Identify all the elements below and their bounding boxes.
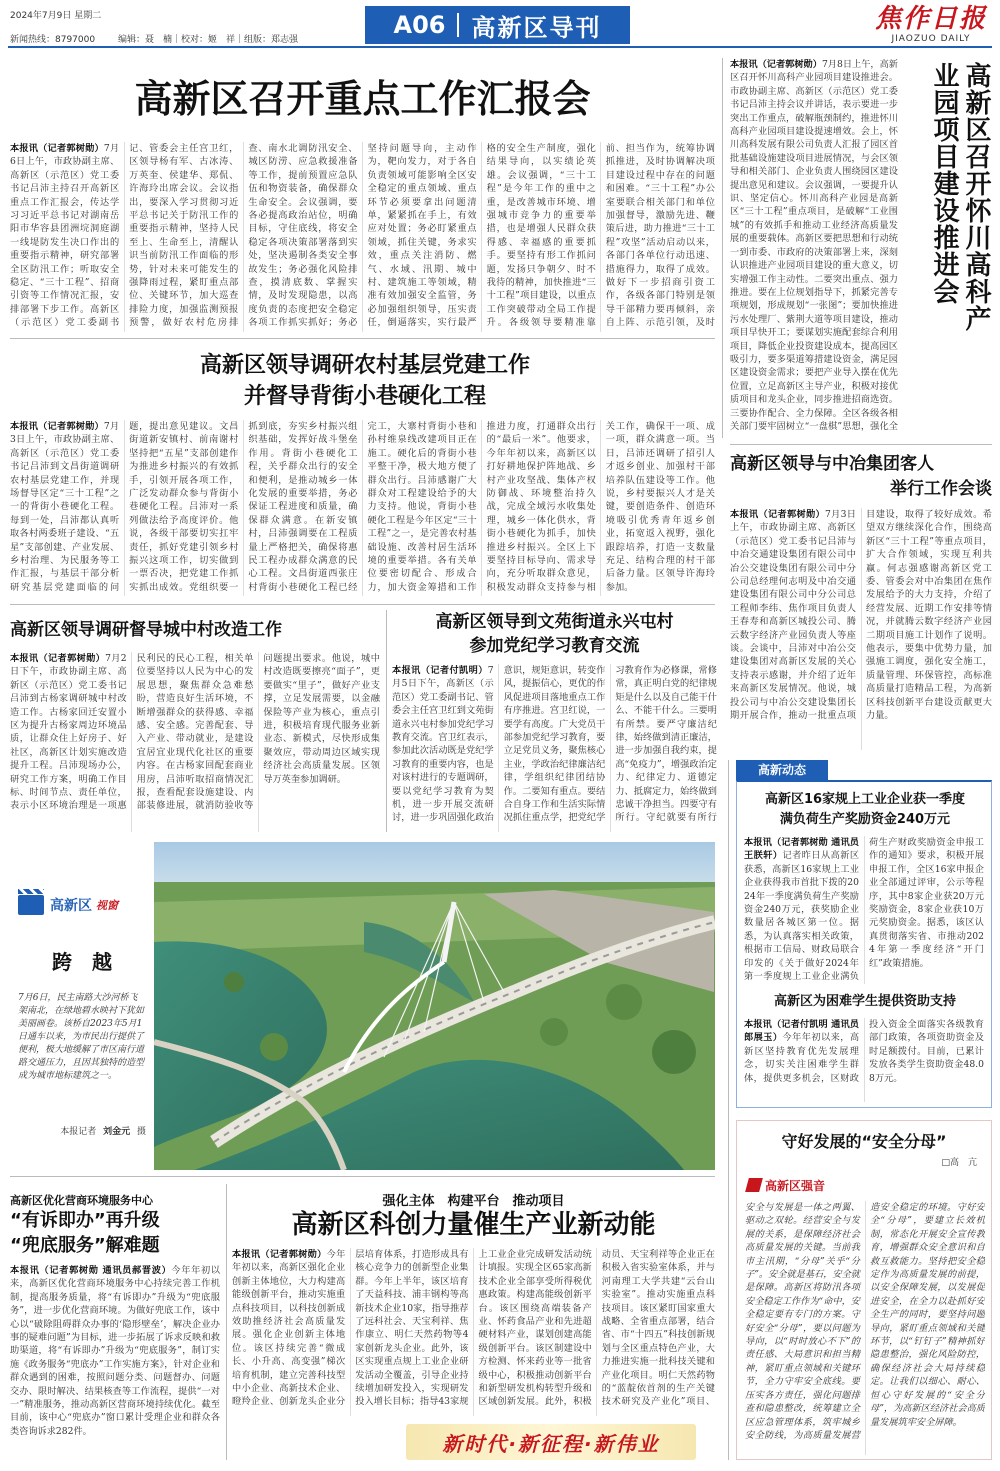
divider-h-3 bbox=[10, 604, 715, 605]
article-8-kicker: 强化主体 构建平台 推动项目 bbox=[382, 1194, 565, 1209]
commentary-box bbox=[736, 1120, 992, 1460]
masthead bbox=[0, 0, 1000, 52]
article-3-title: 高新区领导调研农村基层党建工作 并督导背街小巷硬化工程 bbox=[199, 353, 530, 409]
article-4-body: 本报讯（记者郭树勋）7月3日上午，市政协副主席、高新区（示范区）党工委书记吕沛与中冶交通建设集团有限公司中冶公交建设集团有限公司中分公司总经理何志明及中冶交通建设集团有限公司中分公司总工程师李纬、焦作项目负责人王春寿和高新区城投公司、腾云数字经济产业园负责人等座谈。会谈中，吕沛对中冶公交建设集团对高新区发展的关心支持表示感谢，并介绍了近年来高新区发展情况。他说，城投公司与中冶公交建设集团长期开展合作，推动一批重点项目建设，取得了较好成效。希望双方继续深化合作，围绕高新区“三十工程”等重点项目，扩大合作领域，实现互利共赢。何志强感谢高新区党工委、管委会对中冶集团在焦作发展给予的大力支持，介绍了经营发展、近期工作安排等情况，并就腾云数字经济产业园二期项目施工计划作了说明。他表示，要集中优势力量，加强施工调度，强化安全施工，质量管理、环保管控，高标准高质量打造精品工程，为高新区科技创新平台建设贡献更大力量。 bbox=[730, 509, 992, 722]
divider-h-2 bbox=[730, 444, 992, 445]
clapper-icon bbox=[18, 895, 44, 915]
article-4-title: 高新区领导与中冶集团客人 举行工作会谈 bbox=[730, 454, 992, 499]
news-flash-item-2-body: 本报讯（记者付凯明 通讯员郎展玉）今年年初以来，高新区坚持教育优先发展理念，切实关注困难学生群体，提供更多机会，区财政投入资金全面落实各级教育部门政策，各项资助资金及时足额拨付。目前，已累计发放各类学生资助资金48.08万元。 bbox=[744, 1019, 984, 1084]
photo-caption-panel bbox=[10, 842, 154, 1170]
slogan-banner: 新时代·新征程·新伟业 bbox=[406, 1424, 696, 1460]
commentary-title: 守好发展的“安全分母” bbox=[781, 1132, 947, 1151]
article-3-body: 本报讯（记者郭树勋）7月3日上午，市政协副主席、高新区（示范区）党工委书记吕沛到文昌街道调研农村基层党建工作，并现场督导区定“三十工程”之一的背街小巷硬化工程。每到一处，吕沛都认真听取各村两委班子建设、“五星”支部创建、产业发展、乡村治理、为民服务等工作汇报，与基层干部分析研究基层党建面临的问题，提出意见建议。文昌街道新安镇村、前南谢村坚持把“五星”支部创建作为推进乡村振兴的有效抓手，引领开展各项工作，广泛发动群众参与背街小巷硬化工程。吕沛对一系列做法给予高度评价。他说，各级干部要切实扛牢责任，抓好党建引领乡村振兴这项工作，切实做到一票否决，把党建工作抓实抓出成效。党组织要一抓到底，夯实乡村振兴组织基础，发挥好战斗堡垒作用。背街小巷硬化工程，关乎群众出行的安全和便利，是推动城乡一体化发展的重要举措，务必保证工程进度和质量，确保群众满意。在新安镇村，吕沛强调要在工程质量上严格把关，确保将惠民工程办成群众满意的民心工程。文昌街道西张庄村背街小巷硬化工程已经完工，大寨村背街小巷和孙村维泉线改建项目正在施工。硬化后的背街小巷平整干净，极大地方便了群众出行。吕沛感谢广大群众对工程建设给予的大力支持。他说，背街小巷硬化工程是今年区定“三十工程”之一，是完善农村基础设施、改善村居生活环境的重要举措。各有关单位要密切配合、形成合力，加大资金筹措和工作推进力度，打通群众出行的“最后一米”。他要求，今年年初以来，高新区以打好耕地保护阵地战、乡村产业攻坚战、集体产权防御战、环境整治持久战，完成全域污水收集处理，城乡一体化供水，背街小巷硬化为抓手，加快推进乡村振兴。全区上下要坚持目标导向、需求导向，充分听取群众意见，积极发动群众支持参与相关工作，确保干一项、成一项，群众满意一项。当日，吕沛还调研了招引人才返乡创业、加强村干部培养队伍建设等工作。他说，乡村要振兴人才是关键，要创造条件、创造环境吸引优秀青年返乡创业，拓宽返入视野，强化跟踪培养，打造一支数量充足、结构合理的村干部后备力量。区领导许海玲参加。 bbox=[10, 421, 715, 593]
article-6-title: 高新区领导到文苑街道永兴屯村 参加党纪学习教育交流 bbox=[435, 612, 674, 656]
photo-credit: 本报记者 刘金元 摄 bbox=[60, 1127, 146, 1137]
photo-feature bbox=[10, 842, 715, 1170]
issue-date: 2024年7月9日 星期二 bbox=[10, 11, 102, 21]
masthead-rule bbox=[8, 46, 992, 48]
article-2-body-lower bbox=[730, 286, 992, 434]
page-number: A06 bbox=[393, 11, 446, 39]
photo-title: 跨 越 bbox=[52, 950, 112, 974]
editors: 编辑：聂 楠｜校对：姬 祥｜组版：郑志强 bbox=[118, 35, 299, 45]
divider-v-2 bbox=[386, 610, 387, 832]
photo-badge: 高新区 视窗 bbox=[18, 892, 138, 918]
news-flash-item-1-title: 高新区16家规上工业企业获一季度 满负荷生产奖励资金240万元 bbox=[764, 792, 966, 827]
article-1-title: 高新区召开重点工作汇报会 bbox=[134, 77, 591, 121]
commentary-badge: 高新区强音 bbox=[747, 1175, 847, 1195]
section-title: 高新区导刊 bbox=[471, 13, 602, 42]
divider bbox=[457, 13, 459, 37]
news-flash-item-2-title: 高新区为困难学生提供资助支持 bbox=[773, 994, 956, 1009]
article-5-title: 高新区领导调研督导城中村改造工作 bbox=[10, 620, 282, 640]
divider-h-1 bbox=[10, 338, 715, 339]
article-8-title: 高新区科创力量催生产业新动能 bbox=[291, 1210, 656, 1240]
article-7-body: 本报讯（记者郭树勋 通讯员郝晋波）今年年初以来，高新区优化营商环境服务中心持续完善工作机制，提高服务质量，将“有诉即办”升级为“兜底服务”，进一步优化营商环境。为做好兜底工作，该中心以“破除阻碍群众办事的‘隐形壁垒’，解决企业办事的疑难问题”为目标，进一步拓展了诉求反映和救助渠道，将“有诉即办”升级为“兜底服务”，制订实施《政务服务“兜底办”工作实施方案》，针对企业和群众遇到的困难，按照问题分类、问题督办、问题交办、限时解决、结果核查等工作流程，提供“一对一”精准服务，推动高新区营商环境持续优化。截至目前，该中心“兜底办”窗口累计受理企业和群众各类咨询诉求282件。 bbox=[10, 1265, 220, 1437]
hotline: 新闻热线：8797000 bbox=[10, 35, 96, 45]
article-8-body: 本报讯（记者郭树勋）今年年初以来，高新区强化企业创新主体地位，大力构建高能级创新平台，推动实施重点科技项目，以科技创新成效助推经济社会高质量发展。强化企业创新主体地位。该区持续完善“微成长、小升高、高变强”梯次培育机制，建立完善科技型中小企业、高新技术企业、瞪羚企业、创新龙头企业分层培育体系，打造形成具有核心竞争力的创新型企业集群。今年上半年，该区培育了天益科技、浦丰钢构等高新技术企业10家，指导推荐了远科社会、天宝利祥、焦作康立、明仁天然药物等4家创新龙头企业。此外，该区实现重点规上工业企业研发活动全覆盖，引导企业持续增加研发投入，实现研发投入增长目标；指导43家规上工业企业完成研发活动统计填报。实现全区65家高新技术企业全部享受所得税优惠政策。构建高能级创新平台。该区围绕高端装备产业、怀药食品产业和先进超硬材料产业，谋划创建高能级创新平台。该区制建设中方检测、怀来药业等一批省级中心，积极推动创新平台和新型研发机构转型升级和区域创新发展。此外，积极动员、天宝利祥等企业正在积极入省实验室体系，并与河南理工大学共建“云台山实验室”。推动实施重点科技项目。该区紧盯国家重大战略、全省重点部署，结合省、市“十四五”科技创新规划与全区重点特色产业，大力推进实施一批科技关键和产业化项目。明仁天然药物的“蓝靛依首剂的生产关键技术研究及产业化”项目、 bbox=[232, 1249, 715, 1408]
commentary-author: □高 亢 bbox=[941, 1158, 977, 1168]
photo-caption: 7月6日，民主南路大沙河桥飞架南北，在绿地碧水映衬下犹如美丽画卷。该桥自2023年5月1日通车以来，为市民出行提供了便利，极大地缓解了市区南行道路交通压力，且因其独特的造型成为城市地标建筑之一。 bbox=[18, 993, 145, 1081]
megaphone-icon bbox=[745, 1178, 763, 1192]
article-5-body: 本报讯（记者郭树勋）7月2日下午，市政协副主席、高新区（示范区）党工委书记吕沛到古杨家调研城中村改造工作。古杨家回迁安置小区为提升古杨家周边环境品质，让群众住上好房子、好社区，高新区计划实施改造提升工程。吕沛现场办公，研究工作方案，明确工作目标、时间节点、责任单位，表示小区环境治理是一项惠民利民的民心工程，相关单位要坚持以人民为中心的发展思想，聚焦群众急难愁盼，营造良好生活环境，不断增强群众的获得感、幸福感、安全感。完善配套、导入产业、带动就业，是建设宜居宜业现代化社区的重要内容。在古杨家回配套商业用房，吕沛听取招商情况汇报，查看配套设施建设、内部装修进展，就消防验收等问题提出要求。他说，城中村改造既要擦亮“面子”，更要做实“里子”，做好产业支撑，立足发展需要，以金融保险等产业为核心，重点引进，积极培育现代服务业新业态、新模式，尽快形成集聚效应，带动周边区域实现经济社会高质量发展。区领导万英奎参加调研。 bbox=[10, 653, 380, 812]
newspaper-logo: 焦作日报 JIAOZUO DAILY bbox=[874, 4, 987, 44]
article-1-body: 本报讯（记者郭树勋）7月6日上午，市政协副主席、高新区（示范区）党工委书记吕沛主持召开高新区重点工作汇报会，传达学习习近平总书记对湖南岳阳市华容县团洲垸洞庭湖一线堤防发生决口作出的重要指示精神，研究部署全区防汛工作；听取安全稳定、“三十工程”、招商引资等工作情况汇报，安排部署下步工作。高新区（示范区）党工委副书记、管委会主任宫卫红，区领导杨有军、古冰涛、万英奎、侯建华、郑侃、许海玲出席会议。会议指出，要深入学习贯彻习近平总书记关于防汛工作的重要指示精神，坚持人民至上、生命至上，清醒认识当前防汛工作面临的形势，针对未来可能发生的强降雨过程，紧盯重点部位、关键环节，加大巡查排险力度，加强监测预报预警，做好农村危房排查、南水北调防汛安全、城区防涝、应急救援准备等工作，提前预置应急队伍和物资装备，确保群众生命安全。会议强调，要各必提高政治站位，明确目标，守住底线，将安全稳定各项决策部署落到实处，坚决遏制各类安全事故发生；务必强化风险排查，摸清底数、掌握实情，及时发现隐患，以高度负责的态度把安全稳定各项工作抓实抓好；务必坚持问题导向，主动作为，靶向发力，对于各自负责领域可能影响全区安全稳定的重点领域、重点环节必须要拿出问题清单，紧紧抓在手上，有效应对处置；务必盯紧重点领域，抓住关键，务求实效，重点关注消防、燃气、水域、汛期、城中村、建筑施工等领域，精准有效加强安全监管，务必加强组织领导，压实责任，倒逼落实，实行最严格的安全生产制度，强化结果导向，以实绩论英雄。会议强调，“三十工程”是今年工作的重中之重，是改善城市环境、增强城市竞争力的重要举措，也是增强人民群众获得感、幸福感的重要抓手。要坚持有形工作抓问题，发扬只争朝夕、时不我待的精神，加快推进“三十工程”项目建设，以重点工作突破带动全局工作提升。各级领导要精准靠前、担当作为，统筹协调抓推进，及时协调解决项目建设过程中存在的问题和困难。“三十工程”办公室要联合相关部门和单位加强督导，激励先进、鞭策后进，助力推进“三十工程”攻坚”活动启动以来，各部门各单位行动迅速、措施得力，取得了成效。做好下一步招商引资工作，各级各部门特别是领导干部精力要再倾斜，亲自上阵、示范引领，及时 bbox=[10, 143, 715, 329]
divider-v-4 bbox=[226, 1184, 227, 1460]
divider-v-3 bbox=[728, 760, 729, 1460]
news-flash-item-1-body: 本报讯（记者郭树勋 通讯员王朕轩）记者昨日从高新区获悉，高新区16家规上工业企业获得我市首批下拨的2024年一季度满负荷生产奖励资金240万元，获奖励企业数量居各城区第一位。据悉，为认真落实相关政策，根据市工信局、财政局联合印发的《关于做好2024年第一季度规上工业企业满负荷生产财政奖励资金申报工作的通知》要求，积极开展申报工作，全区16家申报企业全部通过评审，公示等程序，其中8家企业获20万元奖励资金，8家企业获10万元奖励资金。据悉，该区认真贯彻落实省、市推动2024年第一季度经济“开门红”政策措施。 bbox=[744, 837, 984, 983]
divider-v-1 bbox=[722, 58, 723, 438]
article-2-body: 本报讯（记者郭树勋）7月8日上午，高新区召开怀川高科产业园项目建设推进会。市政协副主席、高新区（示范区）党工委书记吕沛主持会议并讲话，表示要进一步突出工作重点，破解瓶颈制约，推进怀川高科产业园项目建设提速增效。会上，怀川高科发展有限公司负责人汇报了园区首批基础设施建设项目进展情况，与会区领导和相关部门、企业负责人围绕园区建设提出意见和建议。会议强调，一要提升认识、坚定信心。怀川高科产业园是高新区“三十工程”重点项目，是破解“工业围城”的有效抓手和推动工业经济高质量发展的重要载体。高新区要把思想和行动统一到市委、市政府的决策部署上来，深刻认识推进产业园项目建设的重大意义，切实增强工作主动性。二要突出重点、强力推进。要在上位规划指导下，抓紧完善专项规划，形成规划“一张图”；要加快推进污水处理厂、紫荆大道等项目建设，推动项目早快开工；要谋划实施配套综合利用项目，降低企业投资建设成本，提高园区吸引力，要多渠道筹措建设资金，满足园区建设资金需求；要把产业导入摆在优先位置，立足高新区主导产业，积极对接优质项目和龙头企业，同步推进招商选资。三要协作配合、全力保障。全区各级各相关部门要牢固树立“一盘棋”思想，强化全 bbox=[730, 59, 898, 432]
divider-h-4 bbox=[10, 1176, 715, 1177]
aerial-bridge-photo bbox=[154, 842, 715, 1170]
article-2-title: 高新区召开怀川高科产业园项目建设推进会 bbox=[929, 62, 991, 332]
article-7-kicker: 高新区优化营商环境服务中心 bbox=[10, 1194, 153, 1207]
article-7-title: “有诉即办”再升级 “兜底服务”解难题 bbox=[10, 1210, 160, 1256]
commentary-body: 安全与发展是一体之两翼、驱动之双轮。经营安全与发展的关系，是保障经济社会高质量发展的关键。当前我市主汛期，“分母”关乎“分子”。安全就是基石，安全就是保障。高新区将防汛各项安全稳定工作作为“命中，安全稳定要有专门的方案。守好安全“分母”，要以问题为导向，以“时时放心不下”的责任感、大局意识和担当精神，紧盯重点领域和关键环节，全力守牢安全底线。要压实各方责任，强化问题排查和隐患整改，统筹建立全区应急管理体系，筑牢城乡安全防线，为高质量发展营造安全稳定的环境。守好安全“分母”，要建立长效机制，常态化开展安全宣传教育，增强群众安全意识和自救互救能力。坚持把安全稳定作为高质量发展的前提，以安全保障发展，以发展促进安全，在全力以赴抓好安全生产的同时，要坚持问题导向，紧盯重点领域和关键环节，以“钉钉子”精神抓好隐患整治，强化风险防控，确保经济社会大局持续稳定。让我们以细心、耐心、恒心守好发展的“安全分母”，为高新区经济社会高质量发展筑牢安全屏障。 bbox=[745, 1202, 985, 1441]
article-6-body: 本报讯（记者付凯明）7月5日下午，高新区（示范区）党工委副书记、管委会主任宫卫红到文苑街道永兴屯村参加党纪学习教育交流。宫卫红表示，参加此次活动既是党纪学习教育的重要内容，也是对该村进行的专题调研，要以党纪学习教育为契机，进一步开展交流研讨，进一步巩固强化政治意识，规矩意识，转变作风，提振信心，更优的作风促进项目落地重点工作有序推进。宫卫红说，一要学有高度。广大党员干部参加党纪学习教育，要立足党员义务，聚焦核心主业，学政治纪律廉洁纪律，学组织纪律团结协作。二要知有重点。要结合自身工作和生活实际情况抓住重点学，把党纪学习教育作为必修课，常修常，真正明白党的纪律规矩是什么以及自己能干什么、不能干什么。三要明有所禁。要严守廉洁纪律，始终做到清正廉洁，进一步加强自我约束，提高“免疫力”，增强政治定力、纪律定力、道德定力、抵腐定力，始终做到忠诚干净担当。四要守有所行。守纪就要有所行 bbox=[392, 665, 717, 824]
news-flash-label: 高新动态 bbox=[736, 760, 828, 780]
section-band bbox=[365, 6, 630, 44]
